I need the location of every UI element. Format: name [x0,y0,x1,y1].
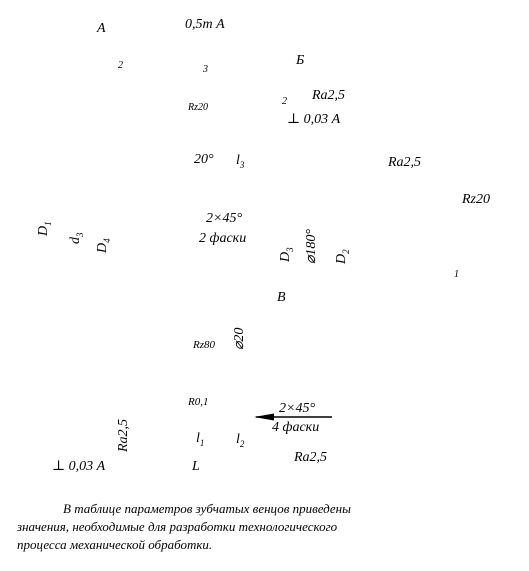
diameter-d1-label: $D_1$ [36,221,53,236]
diameter-d2-label: $D_2$ [334,249,351,264]
dimension-l2-label: $l_2$ [236,432,245,449]
angle-20-label: 20° [194,152,214,167]
dimension-l1-label: $l_1$ [196,431,205,448]
perpendicularity-bottom-label: ⊥ 0,03 А [52,459,106,474]
diameter-180-label: ⌀180° [304,228,319,264]
leader-number-1: 1 [454,269,459,280]
perpendicularity-top-label: ⊥ 0,03 А [287,112,341,127]
chamfer-top-label: 2×45° [206,211,243,226]
overall-length-label: L [192,459,200,474]
dimension-l3-label: $l_3$ [236,153,245,170]
diameter-d3-small-label: $d_3$ [68,232,85,244]
roughness-ra25-top: Ra2,5 [312,88,346,103]
diameter-d3-label: $D_3$ [278,247,295,262]
leader-number-2-top: 2 [118,60,123,71]
roughness-ra25-right: Ra2,5 [388,155,422,170]
roughness-ra25-vertical: Ra2,5 [116,418,131,452]
chamfer-bottom-note: 4 фаски [272,420,320,435]
leader-number-3: 3 [203,64,208,75]
roughness-rz20-right: Rz20 [462,192,490,207]
diameter-20-label: ⌀20 [232,327,247,350]
radius-r01-label: R0,1 [188,396,209,408]
chamfer-top-note: 2 фаски [199,231,247,246]
runout-tolerance-label: 0,5т А [185,17,225,32]
caption-line-3: процесса механической обработки. [17,537,213,552]
datum-b-label: Б [296,53,305,68]
caption-line-1: В таблице параметров зубчатых венцов приведены [63,501,351,516]
caption-line-2: значения, необходимые для разработки технологического [17,519,338,534]
roughness-rz20-center: Rz20 [188,102,208,113]
leader-number-2-right: 2 [282,96,287,107]
datum-a-label: А [97,21,106,36]
roughness-rz80: Rz80 [193,339,215,351]
chamfer-bottom-label: 2×45° [279,401,316,416]
caption-text [17,500,417,554]
section-v-label: В [277,290,286,305]
roughness-ra25-bottom: Ra2,5 [294,450,328,465]
diameter-d4-label: $D_4$ [95,238,112,253]
